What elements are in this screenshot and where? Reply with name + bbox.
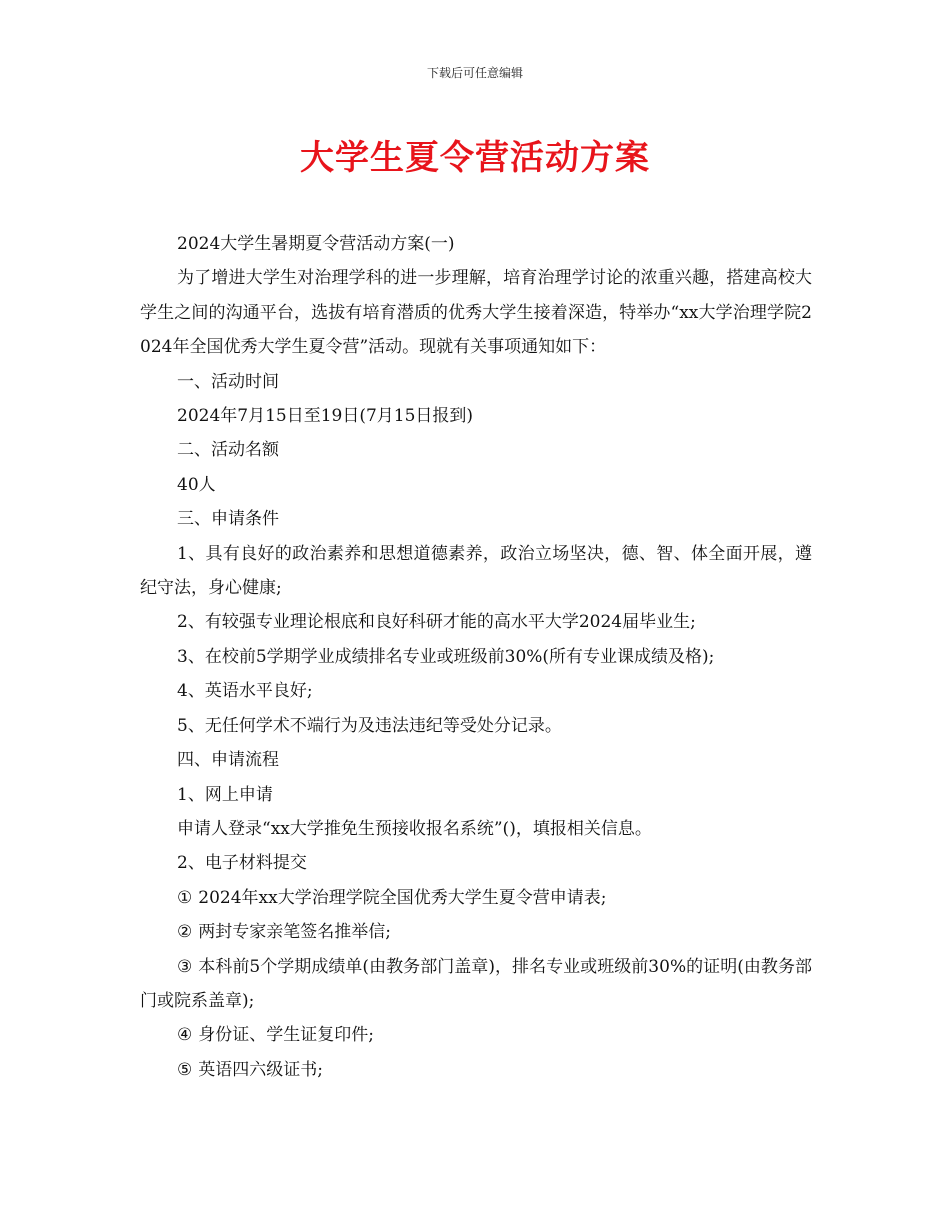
list-item: 2、有较强专业理论根底和良好科研才能的高水平大学2024届毕业生; [177, 612, 696, 633]
header-note: 下载后可任意编辑 [426, 66, 523, 80]
item-marker: ① [177, 887, 193, 908]
paragraph: 2024年7月15日至19日(7月15日报到) [177, 406, 474, 427]
list-item: 5、无任何学术不端行为及违法违纪等受处分记录。 [177, 715, 562, 736]
item-marker: ② [177, 922, 193, 943]
item-marker: ④ [177, 1025, 193, 1046]
document-title: 大学生夏令营活动方案 [300, 138, 650, 178]
section-heading: 一、活动时间 [177, 371, 279, 392]
sub-heading: 2、电子材料提交 [177, 853, 307, 874]
list-item: ② 两封专家亲笔签名推举信; [177, 922, 391, 943]
section-heading: 四、申请流程 [177, 750, 279, 771]
section-heading: 三、申请条件 [177, 509, 279, 530]
document-body [140, 227, 812, 1087]
section-heading: 二、活动名额 [177, 440, 279, 461]
list-item: ③ 本科前5个学期成绩单(由教务部门盖章)，排名专业或班级前30%的证明(由教务部门或院系盖章); [140, 956, 812, 1011]
paragraph: 2024大学生暑期夏令营活动方案(一) [177, 234, 455, 254]
list-item: 3、在校前5学期学业成绩排名专业或班级前30%(所有专业课成绩及格); [177, 646, 715, 667]
paragraph: 为了增进大学生对治理学科的进一步理解，培育治理学讨论的浓重兴趣，搭建高校大学生之间的沟通平台，选拔有培育潜质的优秀大学生接着深造，特举办“xx大学治理学院2024年全国优秀大学生夏令营”活动。现就有关事项通知如下： [140, 268, 812, 358]
list-item: 4、英语水平良好; [177, 681, 313, 702]
list-item: ④ 身份证、学生证复印件; [177, 1025, 374, 1046]
paragraph: 申请人登录“xx大学推免生预接收报名系统”()，填报相关信息。 [177, 818, 652, 839]
paragraph: 40人 [177, 474, 216, 495]
item-marker: ③ [177, 956, 193, 977]
list-item: 1、具有良好的政治素养和思想道德素养，政治立场坚决，德、智、体全面开展，遵纪守法，身心健康; [140, 543, 812, 599]
list-item: ⑤ 英语四六级证书; [177, 1059, 323, 1080]
list-item: ① 2024年xx大学治理学院全国优秀大学生夏令营申请表; [177, 887, 607, 908]
sub-heading: 1、网上申请 [177, 784, 273, 805]
item-marker: ⑤ [177, 1059, 193, 1080]
